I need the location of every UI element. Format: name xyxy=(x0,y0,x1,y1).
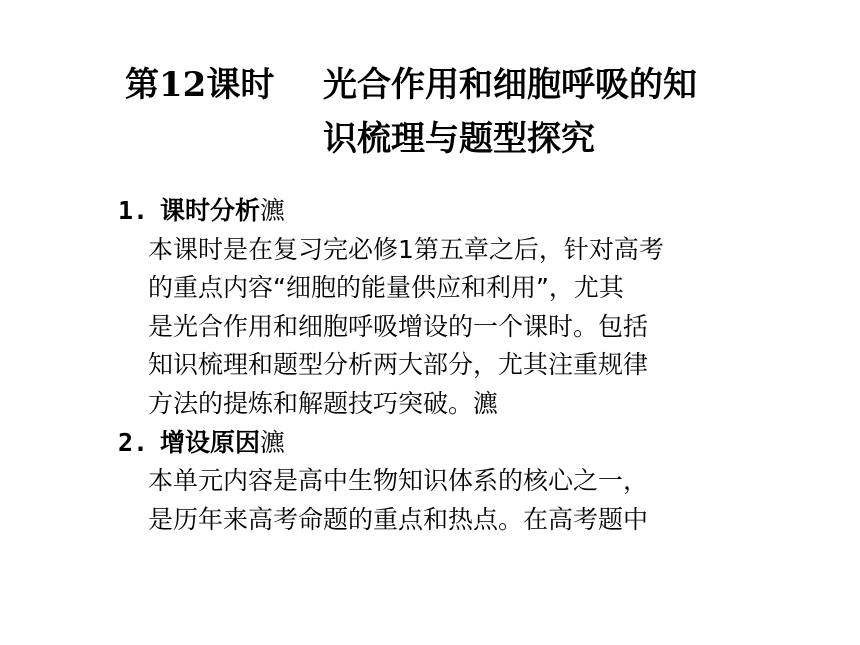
title-text-1: 光合作用和细胞呼吸的知 xyxy=(323,65,697,105)
title-line-2: 识梳理与题型探究 xyxy=(323,119,595,159)
section-heading-reason xyxy=(118,424,758,463)
section-heading-analysis xyxy=(118,192,758,231)
title-line-1 xyxy=(125,58,697,112)
paragraph-line: 方法的提炼和解题技巧突破。瀌 xyxy=(148,388,499,418)
section-heading-text: 增设原因 xyxy=(160,427,261,457)
section-heading-mark: 瀌 xyxy=(260,427,286,457)
section-number: 2. xyxy=(118,427,149,457)
section-heading-mark: 瀌 xyxy=(260,196,286,225)
paragraph-line: 本单元内容是高中生物知识体系的核心之一， xyxy=(148,466,649,496)
section-paragraph-reason xyxy=(118,462,758,539)
section-heading-text: 课时分析 xyxy=(160,196,261,225)
paragraph-line: 的重点内容“细胞的能量供应和利用”，尤其 xyxy=(148,273,624,303)
slide-body xyxy=(118,192,758,539)
lesson-tag: 第12课时 xyxy=(125,65,275,105)
paragraph-line: 本课时是在复习完必修1第五章之后，针对高考 xyxy=(148,234,664,264)
section-paragraph-analysis xyxy=(118,231,758,424)
paragraph-line: 是光合作用和细胞呼吸增设的一个课时。包括 xyxy=(148,311,649,341)
paragraph-line: 是历年来高考命题的重点和热点。在高考题中 xyxy=(148,504,649,534)
section-number: 1. xyxy=(118,196,149,225)
paragraph-line: 知识梳理和题型分析两大部分，尤其注重规律 xyxy=(148,350,649,380)
